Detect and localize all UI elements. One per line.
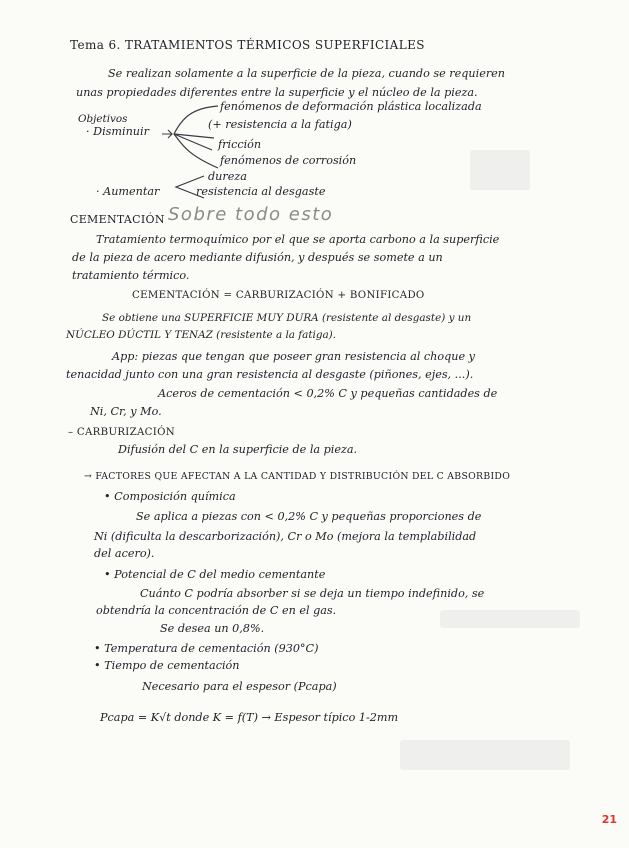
factores-heading: → FACTORES QUE AFECTAN A LA CANTIDAD Y DISTRIBUCIÓN DEL C ABSORBIDO xyxy=(84,471,511,482)
pencil-note: Sobre todo esto xyxy=(168,204,334,225)
bleed-through xyxy=(470,150,530,190)
disminuir-item: fenómenos de corrosión xyxy=(220,154,357,167)
composicion-line: del acero). xyxy=(94,547,155,560)
potencial-label: • Potencial de C del medio cementante xyxy=(104,568,326,581)
cementacion-line: de la pieza de acero mediante difusión, y después se somete a un xyxy=(72,251,443,264)
composicion-line: Se aplica a piezas con < 0,2% C y pequeñas proporciones de xyxy=(136,510,482,523)
aceros-line: Aceros de cementación < 0,2% C y pequeñas cantidades de xyxy=(158,387,498,400)
intro-line: unas propiedades diferentes entre la superficie y el núcleo de la pieza. xyxy=(76,86,478,99)
temperatura-item: • Temperatura de cementación (930°C) xyxy=(94,642,319,655)
bleed-through xyxy=(440,610,580,628)
bleed-through xyxy=(400,740,570,770)
disminuir-item: fenómenos de deformación plástica localizada xyxy=(220,100,482,113)
page-number: 21 xyxy=(601,813,617,826)
obtiene-line: NÚCLEO DÚCTIL Y TENAZ (resistente a la fatiga). xyxy=(66,329,337,341)
disminuir-brace xyxy=(152,102,222,172)
page-title: Tema 6. TRATAMIENTOS TÉRMICOS SUPERFICIALES xyxy=(70,38,425,52)
espesor-equation: Pcapa = K√t donde K = f(T) → Espesor típico 1-2mm xyxy=(100,711,399,724)
potencial-line: Se desea un 0,8%. xyxy=(160,622,265,635)
intro-line: Se realizan solamente a la superficie de la pieza, cuando se requieren xyxy=(108,67,505,80)
aumentar-item: resistencia al desgaste xyxy=(196,185,326,198)
objetivos-label: Objetivos xyxy=(78,113,128,125)
potencial-line: Cuánto C podría absorber si se deja un tiempo indefinido, se xyxy=(140,587,485,600)
carburizacion-line: Difusión del C en la superficie de la pieza. xyxy=(118,443,358,456)
aceros-line: Ni, Cr, y Mo. xyxy=(90,405,162,418)
app-line: tenacidad junto con una gran resistencia al desgaste (piñones, ejes, ...). xyxy=(66,368,474,381)
cementacion-formula: CEMENTACIÓN = CARBURIZACIÓN + BONIFICADO xyxy=(132,290,425,301)
disminuir-item: (+ resistencia a la fatiga) xyxy=(208,118,352,131)
tiempo-line: Necesario para el espesor (Pcapa) xyxy=(142,680,337,693)
aumentar-label: · Aumentar xyxy=(96,185,160,198)
obtiene-line: Se obtiene una SUPERFICIE MUY DURA (resistente al desgaste) y un xyxy=(102,312,472,324)
cementacion-line: Tratamiento termoquímico por el que se aporta carbono a la superficie xyxy=(96,233,500,246)
potencial-line: obtendría la concentración de C en el gas. xyxy=(96,604,337,617)
app-line: App: piezas que tengan que poseer gran resistencia al choque y xyxy=(112,350,475,363)
composicion-line: Ni (dificulta la descarborización), Cr o Mo (mejora la templabilidad xyxy=(94,530,477,543)
carburizacion-heading: – CARBURIZACIÓN xyxy=(68,427,175,438)
composicion-label: • Composición química xyxy=(104,490,236,503)
cementacion-heading: CEMENTACIÓN xyxy=(70,213,165,226)
cementacion-line: tratamiento térmico. xyxy=(72,269,190,282)
disminuir-label: · Disminuir xyxy=(86,125,149,138)
disminuir-item: fricción xyxy=(218,138,262,151)
aumentar-item: dureza xyxy=(208,170,247,183)
tiempo-label: • Tiempo de cementación xyxy=(94,659,240,672)
